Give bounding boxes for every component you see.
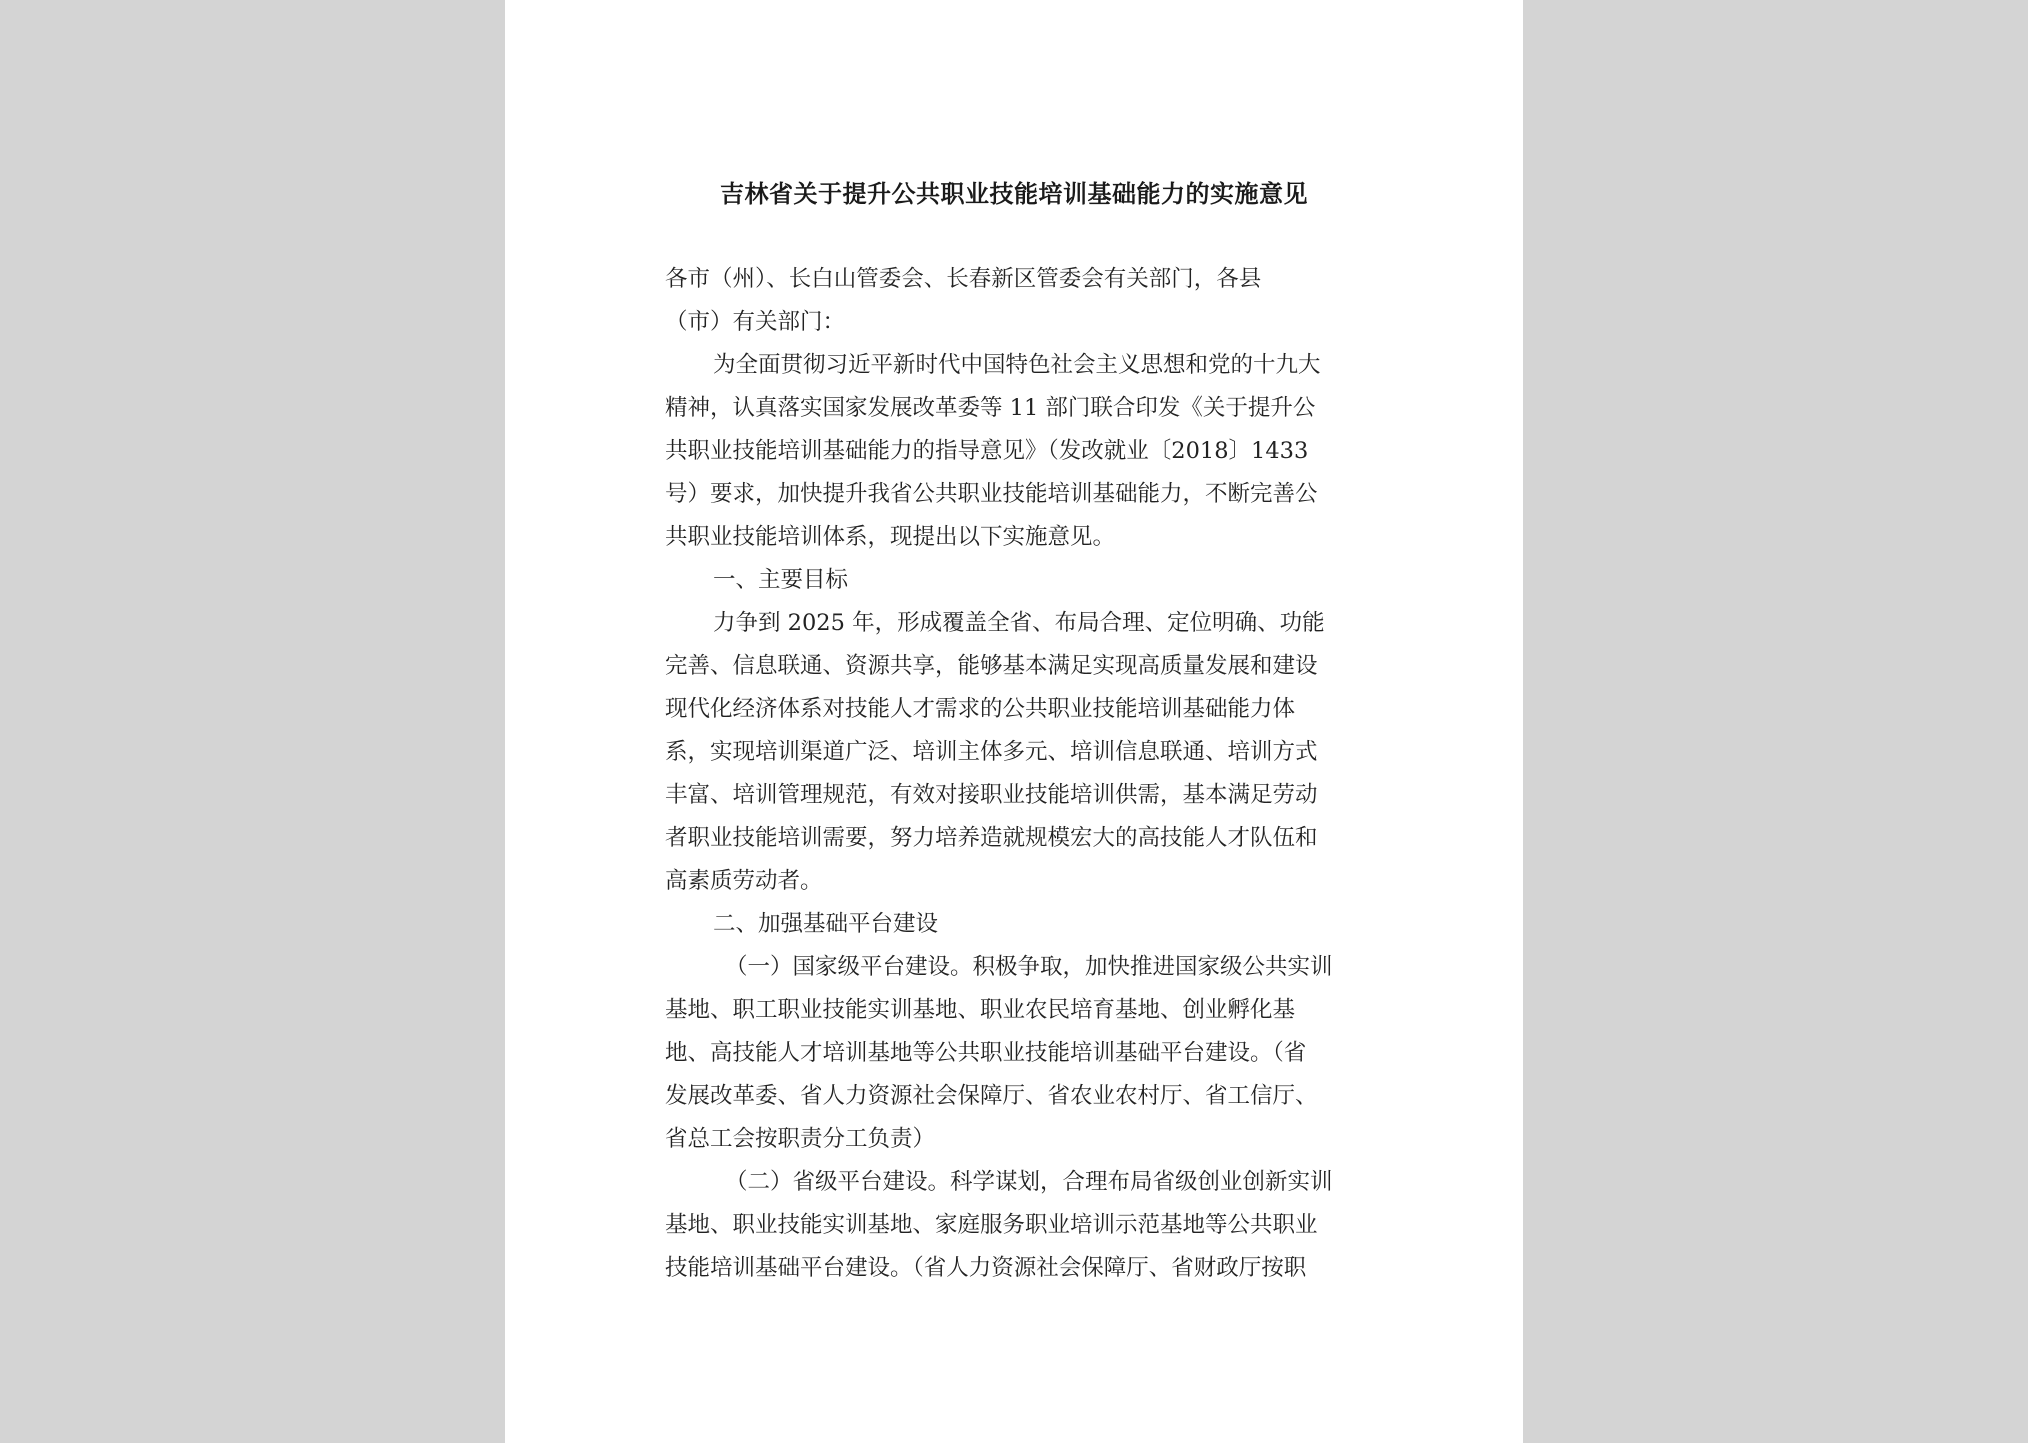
text-line: 二、加强基础平台建设 xyxy=(713,911,939,937)
text-line: 发展改革委、省人力资源社会保障厅、省农业农村厅、省工信厅、 xyxy=(665,1083,1318,1109)
text-line: 地、高技能人才培训基地等公共职业技能培训基础平台建设。（省 xyxy=(665,1040,1307,1066)
text-line: 共职业技能培训基础能力的指导意见》（发改就业〔2018〕1433 xyxy=(665,438,1309,464)
text-line: 基地、职工职业技能实训基地、职业农民培育基地、创业孵化基 xyxy=(665,997,1296,1023)
text-line: 系，实现培训渠道广泛、培训主体多元、培训信息联通、培训方式 xyxy=(665,739,1318,765)
text-line: 高素质劳动者。 xyxy=(665,868,823,894)
text-line: 现代化经济体系对技能人才需求的公共职业技能培训基础能力体 xyxy=(665,696,1296,722)
text-line: 丰富、培训管理规范，有效对接职业技能培训供需，基本满足劳动 xyxy=(665,782,1318,808)
text-line: 各市（州）、长白山管委会、长春新区管委会有关部门，各县 xyxy=(665,266,1262,292)
text-line: （二）省级平台建设。科学谋划，合理布局省级创业创新实训 xyxy=(725,1169,1333,1195)
text-line: （一）国家级平台建设。积极争取，加快推进国家级公共实训 xyxy=(725,954,1333,980)
text-line: 号）要求，加快提升我省公共职业技能培训基础能力，不断完善公 xyxy=(665,481,1318,507)
text-line: 技能培训基础平台建设。（省人力资源社会保障厅、省财政厅按职 xyxy=(665,1255,1307,1281)
document-body xyxy=(665,258,1370,1290)
document-page xyxy=(505,0,1523,1443)
text-line: 共职业技能培训体系，现提出以下实施意见。 xyxy=(665,524,1116,550)
text-line: 精神，认真落实国家发展改革委等 11 部门联合印发《关于提升公 xyxy=(665,395,1316,421)
document-title: 吉林省关于提升公共职业技能培训基础能力的实施意见 xyxy=(720,179,1308,208)
text-line: 力争到 2025 年，形成覆盖全省、布局合理、定位明确、功能 xyxy=(713,610,1325,636)
text-line: 完善、信息联通、资源共享，能够基本满足实现高质量发展和建设 xyxy=(665,653,1318,679)
text-line: （市）有关部门： xyxy=(665,309,846,335)
text-line: 为全面贯彻习近平新时代中国特色社会主义思想和党的十九大 xyxy=(713,352,1321,378)
text-line: 者职业技能培训需要，努力培养造就规模宏大的高技能人才队伍和 xyxy=(665,825,1318,851)
text-line: 一、主要目标 xyxy=(713,567,849,593)
text-line: 省总工会按职责分工负责） xyxy=(665,1126,936,1152)
text-line: 基地、职业技能实训基地、家庭服务职业培训示范基地等公共职业 xyxy=(665,1212,1318,1238)
